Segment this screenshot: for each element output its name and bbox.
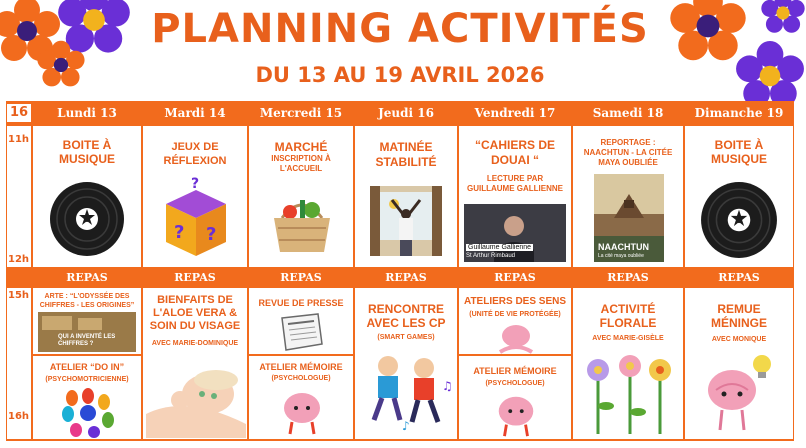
activity-subtitle: (PSYCHOLOGUE) [485,380,545,387]
documentary-thumbnail [38,312,136,352]
activity-title: ARTE : “L'ODYSSÉE DES CHIFFRES - LES ORIGINES” [39,293,135,309]
activity-title: RENCONTRE AVEC LES CP [366,302,446,330]
day-header-mercredi: Mercredi 15 [259,106,343,120]
video-caption: Guillaume Gallienne [468,244,532,251]
vegetable-basket-icon [268,188,336,256]
vinyl-record-icon [699,180,779,260]
activity-title: ACTIVITÉ FLORALE [599,302,657,330]
activity-subtitle: AVEC MARIE-DOMINIQUE [151,340,239,347]
repas-label: REPAS [494,271,536,284]
activity-subtitle: (PSYCHOMOTRICIENNE) [45,376,129,383]
documentary-caption: QUI A INVENTÉ LES CHIFFRES ? [58,334,116,347]
documentary-subtitle: La cité maya oubliée [598,253,644,259]
vinyl-record-icon [48,180,126,258]
time-column-morning [7,126,31,267]
activity-title: BIENFAITS DE L'ALOE VERA & SOIN DU VISAGE [149,294,241,332]
day-header-mardi: Mardi 14 [164,106,226,120]
day-header-lundi: Lundi 13 [57,106,117,120]
time-label: 12h [8,254,30,265]
date-range: DU 13 AU 19 AVRIL 2026 [255,63,545,87]
dancing-kids-icon [362,350,453,434]
svg-text:♫: ♫ [442,379,453,393]
flowers-icon [582,350,676,436]
video-caption: St Arthur Rimbaud [466,253,516,259]
svg-text:?: ? [174,222,185,243]
activity-title: MATINÉE STABILITÉ [375,140,437,169]
face-care-icon [146,354,246,438]
repas-label: REPAS [280,271,322,284]
svg-text:?: ? [206,224,217,245]
documentary-title: NAACHTUN [598,242,649,252]
activity-title: MARCHÉ [274,140,328,154]
stretching-person-icon [370,186,442,256]
activity-title: ATELIER MÉMOIRE [259,362,343,372]
activity-subtitle: (SMART GAMES) [377,334,435,341]
time-label: 16h [8,411,30,422]
documentary-thumbnail [594,174,664,262]
repas-label: REPAS [385,271,427,284]
day-header-samedi: Samedi 18 [592,106,664,120]
meditating-brain-icon [496,322,536,354]
activity-subtitle: (UNITÉ DE VIE PROTÉGÉE) [469,311,561,318]
brain-mascot-icon [494,392,538,438]
activity-title: ATELIERS DES SENS [463,296,567,307]
brain-mascot-icon [280,388,324,436]
activity-title: BOITE À MUSIQUE [710,138,767,166]
colorful-hands-icon [58,388,118,438]
time-label: 11h [8,134,30,145]
activity-title: REMUE MÉNINGE [710,302,767,330]
page-title: PLANNING ACTIVITÉS [151,6,649,52]
repas-label: REPAS [718,271,760,284]
activity-title: ATELIER “DO IN” [49,362,125,372]
repas-label: REPAS [66,271,108,284]
reading-video-thumbnail [464,204,566,262]
week-number: 16 [7,104,31,122]
mystery-box-icon [158,176,234,260]
brain-lightbulb-icon [700,350,776,434]
activity-title: REPORTAGE : NAACHTUN - LA CITÉE MAYA OUBLIÉE [583,138,673,167]
activity-subtitle: AVEC MARIE-GISÈLE [592,335,664,342]
activity-title: “CAHIERS DE DOUAI “ [474,138,555,167]
activity-title: ATELIER MÉMOIRE [473,366,557,376]
time-label: 15h [8,290,30,301]
repas-label: REPAS [174,271,216,284]
newspaper-icon [278,312,326,352]
day-header-dimanche: Dimanche 19 [694,106,784,120]
day-header-vendredi: Vendredi 17 [474,106,556,120]
activity-title: REVUE DE PRESSE [258,298,344,308]
repas-label: REPAS [607,271,649,284]
activity-title: JEUX DE RÉFLEXION [163,141,227,167]
activity-subtitle: LECTURE PAR GUILLAUME GALLIENNE [467,174,563,193]
activity-title: BOITE À MUSIQUE [58,138,115,166]
activity-subtitle: (PSYCHOLOGUE) [271,375,331,382]
svg-text:♪: ♪ [402,419,410,433]
activity-subtitle: INSCRIPTION À L'ACCUEIL [271,154,331,173]
svg-text:?: ? [191,176,200,192]
day-header-jeudi: Jeudi 16 [378,106,434,120]
activity-subtitle: AVEC MONIQUE [711,336,767,343]
